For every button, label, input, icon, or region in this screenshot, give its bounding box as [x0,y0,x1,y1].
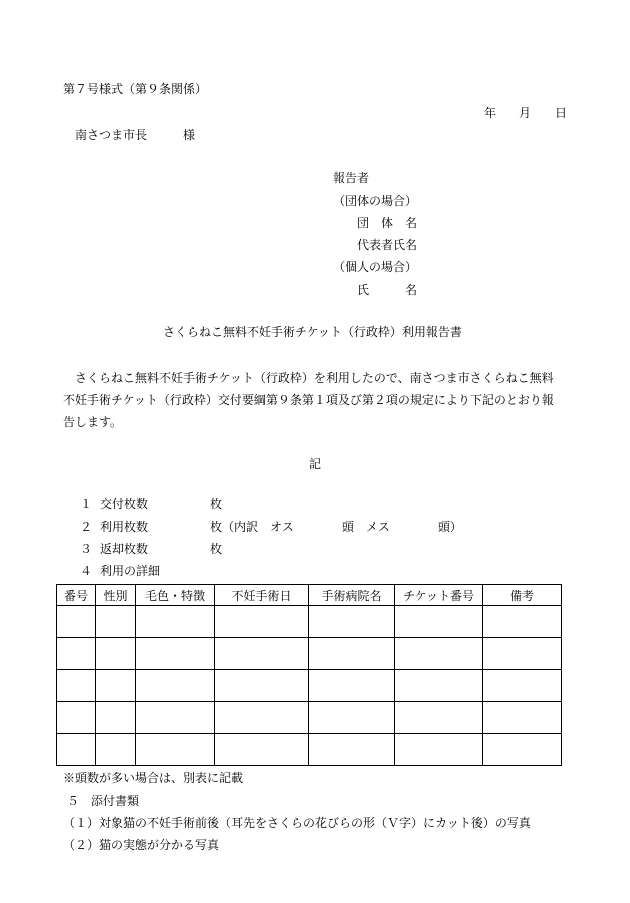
table-cell [309,606,395,638]
table-row [57,702,562,734]
column-header-ticket-number: チケット番号 [395,585,483,606]
table-cell [215,606,309,638]
table-cell [395,606,483,638]
column-header-fur-color: 毛色・特徴 [136,585,215,606]
item-label-used: 利用枚数 [100,520,149,534]
table-cell [96,606,136,638]
attachment-item: （２）猫の実態が分かる写真 [63,838,220,852]
table-cell [395,638,483,670]
table-cell [136,702,215,734]
recipient: 南さつま市長 様 [75,128,196,142]
date-month-label: 月 [519,106,532,120]
body-line: 告します。 [63,415,123,429]
table-header-row [57,585,562,606]
body-line: さくらねこ無料不妊手術チケット（行政枠）を利用したので、南さつま市さくらねこ無料 [63,371,554,385]
column-header-surgery-date: 不妊手術日 [215,585,309,606]
table-note: ※頭数が多い場合は、別表に記載 [63,771,244,785]
individual-name-label: 氏 名 [357,283,418,297]
table-row [57,606,562,638]
report-title: さくらねこ無料不妊手術チケット（行政枠）利用報告書 [163,325,462,339]
table-cell [136,638,215,670]
table-cell [215,702,309,734]
table-cell [395,734,483,766]
table-cell [483,638,562,670]
column-header-number: 番号 [57,585,96,606]
individual-case-label: （個人の場合） [333,260,418,274]
table-cell [483,670,562,702]
table-cell [57,670,96,702]
ki-heading: 記 [309,457,322,471]
body-line: 不妊手術チケット（行政枠）交付要綱第９条第１項及び第２項の規定により下記のとおり報 [63,393,554,407]
table-row [57,670,562,702]
item-label-details: 利用の詳細 [100,564,161,578]
table-cell [215,638,309,670]
column-header-remarks: 備考 [483,585,562,606]
attachment-item: （１）対象猫の不妊手術前後（耳先をさくらの花びらの形（Ｖ字）にカット後）の写真 [63,816,531,830]
table-cell [483,702,562,734]
column-header-sex: 性別 [96,585,136,606]
item-value-returned: 枚 [210,542,223,556]
table-cell [136,734,215,766]
group-name-label: 団 体 名 [357,216,418,230]
reporter-label: 報告者 [333,171,370,185]
item-number: ４ [80,564,93,578]
table-cell [483,606,562,638]
table-cell [136,670,215,702]
table-cell [395,702,483,734]
item-number: １ [80,497,93,511]
item-label-returned: 返却枚数 [100,542,149,556]
table-cell [309,702,395,734]
representative-label: 代表者氏名 [357,238,418,252]
group-case-label: （団体の場合） [333,194,418,208]
table-cell [96,638,136,670]
table-cell [96,734,136,766]
item-label-issued: 交付枚数 [100,497,149,511]
item-value-issued: 枚 [210,497,223,511]
table-cell [483,734,562,766]
date-year-label: 年 [484,106,497,120]
item-value-used: 枚（内訳 オス 頭 メス 頭） [210,520,462,534]
table-cell [96,702,136,734]
table-cell [309,638,395,670]
table-cell [309,734,395,766]
table-cell [57,734,96,766]
table-row [57,734,562,766]
table-cell [215,734,309,766]
item-number: ２ [80,520,93,534]
item-number: ３ [80,542,93,556]
column-header-hospital: 手術病院名 [309,585,395,606]
table-cell [57,702,96,734]
table-cell [395,670,483,702]
table-cell [57,606,96,638]
date-day-label: 日 [555,106,568,120]
form-number: 第７号様式（第９条関係） [63,82,208,96]
attachments-heading: ５ 添付書類 [67,794,140,808]
table-cell [96,670,136,702]
table-cell [136,606,215,638]
table-row [57,638,562,670]
table-cell [309,670,395,702]
table-cell [57,638,96,670]
table-cell [215,670,309,702]
usage-detail-table [56,584,562,766]
